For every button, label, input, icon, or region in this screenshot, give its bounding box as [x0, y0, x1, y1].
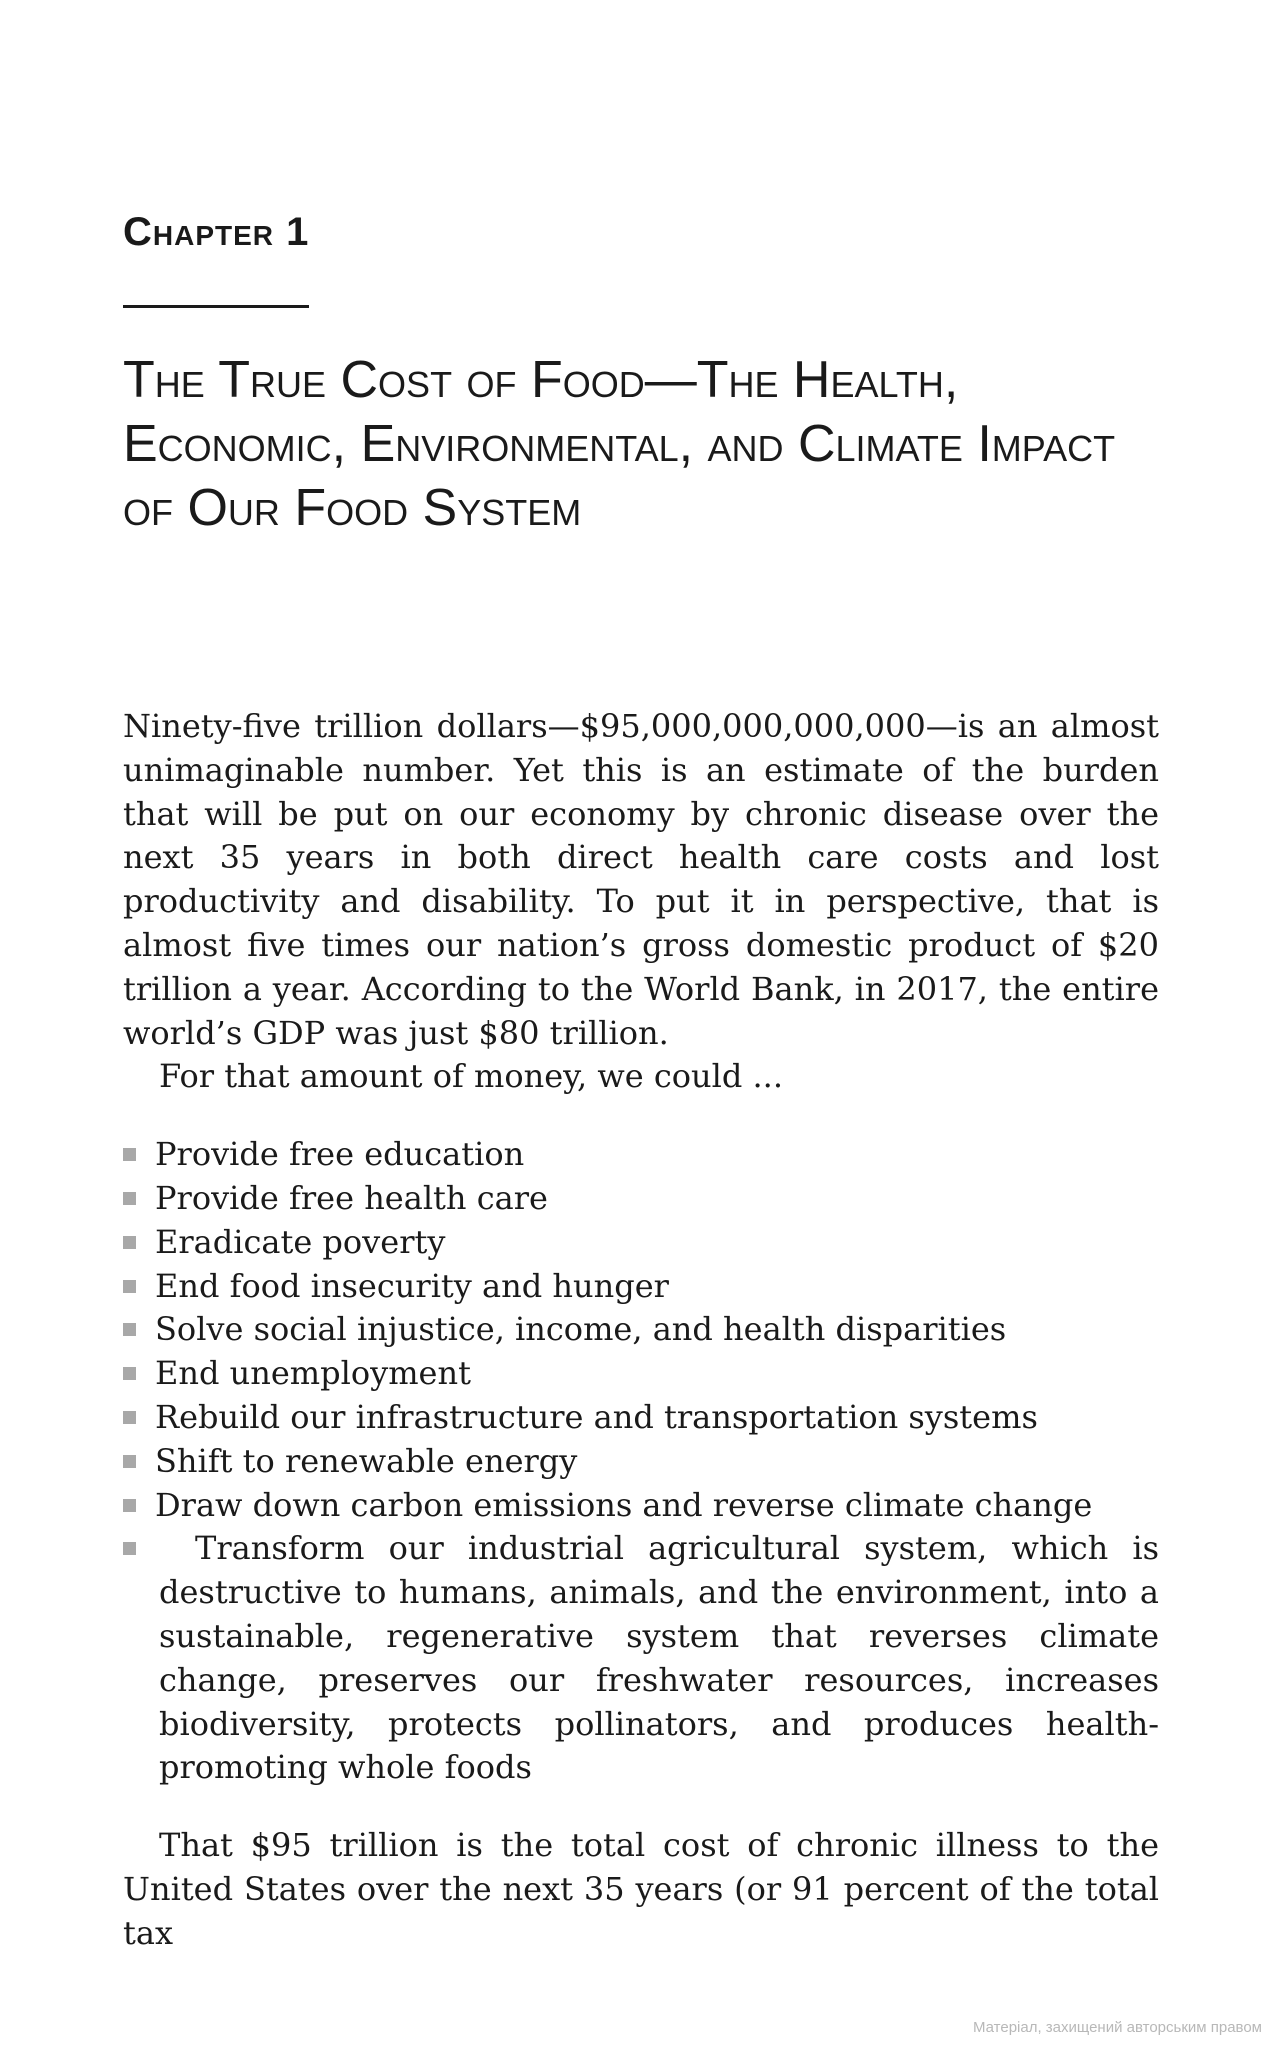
- body-paragraph: That $95 trillion is the total cost of chronic illness to the United States over the next 35 years (or 91 percent of the total tax: [123, 1826, 1159, 1952]
- list-item-text: End unemployment: [155, 1354, 471, 1393]
- list-item: [123, 1265, 1159, 1309]
- bullet-square-icon: [123, 1367, 136, 1380]
- chapter-title: The True Cost of Food—The Health, Economic, Environmental, and Climate Impact of Our Food System: [123, 351, 1116, 537]
- bullet-square-icon: [123, 1542, 136, 1555]
- list-item: [123, 1221, 1159, 1265]
- list-item-text: Shift to renewable energy: [155, 1441, 578, 1480]
- bullet-square-icon: [123, 1411, 136, 1424]
- list-item-text: Rebuild our infrastructure and transportation systems: [155, 1397, 1038, 1436]
- chapter-label: Chapter 1: [123, 210, 310, 254]
- list-item-text: Draw down carbon emissions and reverse climate change: [155, 1485, 1093, 1524]
- list-item: [123, 1440, 1159, 1484]
- list-item-text: Eradicate poverty: [155, 1222, 446, 1261]
- list-item: [123, 1527, 1159, 1790]
- body-paragraph: For that amount of money, we could ...: [159, 1057, 784, 1096]
- bullet-square-icon: [123, 1455, 136, 1468]
- list-item: [123, 1396, 1159, 1440]
- list-item-text: Provide free health care: [155, 1178, 548, 1217]
- chapter-body: [123, 705, 1159, 1956]
- list-item: [123, 1133, 1159, 1177]
- copyright-watermark: Матеріал, захищений авторським правом: [972, 2019, 1262, 2036]
- list-item-text: Transform our industrial agricultural system, which is destructive to humans, animals, and the environment, into a sustainable, regenerative system that reverses climate change, preserves our freshwater resources, increases biodiversity, protects pollinators, and produces health-promoting whole foods: [159, 1529, 1159, 1787]
- bullet-square-icon: [123, 1323, 136, 1336]
- list-item: [123, 1352, 1159, 1396]
- list-item: [123, 1177, 1159, 1221]
- list-item-text: Solve social injustice, income, and health disparities: [155, 1310, 1007, 1349]
- chapter-divider: [123, 305, 309, 308]
- bullet-square-icon: [123, 1236, 136, 1249]
- list-item: [123, 1308, 1159, 1352]
- list-item: [123, 1484, 1159, 1528]
- bullet-square-icon: [123, 1499, 136, 1512]
- bullet-list: [123, 1133, 1159, 1790]
- list-item-text: Provide free education: [155, 1135, 525, 1174]
- body-paragraph: Ninety-five trillion dollars—$95,000,000,000,000—is an almost unimaginable number. Yet this is an estimate of the burden that will be put on our economy by chronic disease over the next 35 years in both direct health care costs and lost productivity and disability. To put it in perspective, that is almost five times our nation’s gross domestic product of $20 trillion a year. According to the World Bank, in 2017, the entire world’s GDP was just $80 trillion.: [123, 707, 1159, 1052]
- bullet-square-icon: [123, 1280, 136, 1293]
- bullet-square-icon: [123, 1192, 136, 1205]
- list-item-text: End food insecurity and hunger: [155, 1266, 669, 1305]
- bullet-square-icon: [123, 1148, 136, 1161]
